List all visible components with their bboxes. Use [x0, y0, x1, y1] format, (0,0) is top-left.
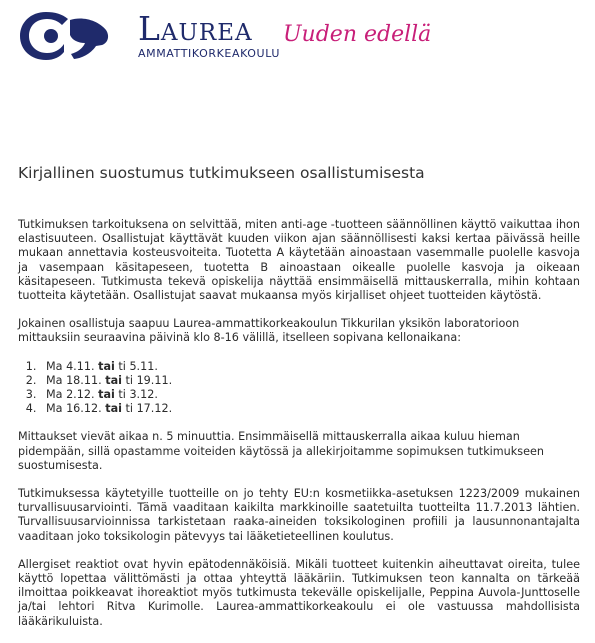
date-second: ti 5.11.: [118, 359, 158, 373]
date-second: ti 19.11.: [125, 373, 173, 387]
slogan: Uuden edellä: [283, 22, 432, 47]
letterhead: [18, 8, 588, 68]
list-item: [40, 360, 580, 374]
date-first: Ma 16.12.: [46, 402, 102, 416]
date-second: ti 3.12.: [118, 388, 158, 402]
date-second: ti 17.12.: [125, 402, 173, 416]
list-item: [40, 388, 580, 402]
date-first: Ma 4.11.: [46, 359, 95, 373]
date-first: Ma 18.11.: [46, 373, 102, 387]
date-separator: tai: [98, 388, 115, 402]
paragraph-safety-assessment: Tutkimuksessa käytetyille tuotteille on jo tehty EU:n kosmetiikka-asetuksen 1223/2009 mukainen turvallisuusarviointi. Tämä vaaditaan kaikilta markkinoille saatetuilta tuotteilta 11.7.2013 lähtien. Turvallisuusarvioinnissa tarkistetaan raaka-aineiden toksikologinen profiili ja lausunnonantajalta vaaditaan joko toksikologin pätevyys tai lääketieteellinen koulutus.: [18, 487, 580, 543]
paragraph-allergies: Allergiset reaktiot ovat hyvin epätodennäköisiä. Mikäli tuotteet kuitenkin aiheuttavat oireita, tulee käyttö lopettaa välittömästi ja ottaa yhteyttä lääkäriin. Tutkimuksen teon kannalta on tärkeää ilmoittaa poikkeavat ihoreaktiot myös tutkimusta tekevälle opiskelijalle, Peppina Auvola-Junttoselle ja/tai lehtori Ritva Kurimolle. Laurea-ammattikorkeakoulu ei ole vastuussa mahdollisista lääkärikuluista.: [18, 557, 580, 628]
date-list: [18, 360, 580, 417]
paragraph-purpose: Tutkimuksen tarkoituksena on selvittää, miten anti-age -tuotteen säännöllinen käyttö vaikuttaa ihon elastisuuteen. Osallistujat käyttävät kuuden viikon ajan säännöllisesti kaksi kertaa päivässä heille mukaan annettavia kosteusvoiteita. Tuotetta A käytetään ainoastaan vasemmalle puolelle kasvoja ja vasempaan käsitapeseen, tuotetta B ainoastaan oikealle puolelle kasvoja ja oikeaan käsitapeseen. Tutkimusta tekevä opiskelija näyttää ensimmäisellä mittauskerralla, mihin kohtaan tuotteita käytetään. Osallistujat saavat mukaansa myös kirjalliset ohjeet tuotteiden käytöstä.: [18, 218, 580, 303]
date-separator: tai: [98, 359, 115, 373]
list-item: [40, 402, 580, 416]
brand: [138, 9, 281, 61]
list-item: [40, 374, 580, 388]
laurea-logo-icon: [18, 10, 110, 62]
paragraph-schedule-intro: Jokainen osallistuja saapuu Laurea-ammattikorkeakoulun Tikkurilan yksikön laboratorioon mittauksiin seuraavina päivinä klo 8-16 välillä, itselleen sopivana kellonaikana:: [18, 317, 520, 345]
document-body: [18, 218, 580, 643]
brand-name: Laurea: [138, 9, 253, 48]
date-separator: tai: [105, 373, 122, 387]
brand-subtitle: AMMATTIKORKEAKOULU: [138, 47, 281, 60]
paragraph-duration: Mittaukset vievät aikaa n. 5 minuuttia. Ensimmäisellä mittauskerralla aikaa kuluu hieman pidempään, sillä opastamme voiteiden käytössä ja allekirjoitamme sopimuksen tutkimukseen suostumisesta.: [18, 430, 544, 472]
date-first: Ma 2.12.: [46, 388, 95, 402]
document-title: Kirjallinen suostumus tutkimukseen osallistumisesta: [18, 164, 425, 182]
date-separator: tai: [105, 402, 122, 416]
